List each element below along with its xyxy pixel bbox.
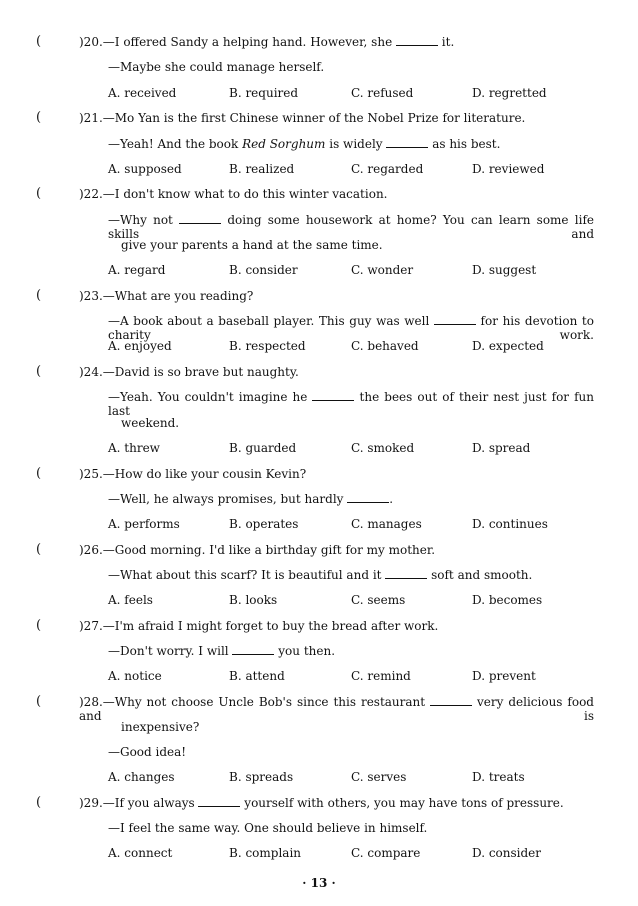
option-b: B. operates <box>229 517 299 531</box>
answer-paren: ( <box>36 288 42 303</box>
option-c: C. smoked <box>351 441 415 455</box>
option-c: C. manages <box>351 517 422 531</box>
question-stem: )27.—I'm afraid I might forget to buy the bread after work. <box>79 619 439 633</box>
option-c: C. remind <box>351 669 411 683</box>
question-stem: )21.—Mo Yan is the first Chinese winner of the Nobel Prize for literature. <box>79 111 526 125</box>
option-d: D. regretted <box>472 86 547 100</box>
dialog-line: —Yeah! And the book Red Sorghum is widely as his best. <box>108 137 501 151</box>
option-a: A. supposed <box>108 162 182 176</box>
dialog-line: —Well, he always promises, but hardly . <box>108 492 394 506</box>
option-c: C. serves <box>351 770 407 784</box>
option-a: A. feels <box>108 593 153 607</box>
answer-paren: ( <box>36 618 42 633</box>
question-stem: )22.—I don't know what to do this winter vacation. <box>79 187 388 201</box>
option-b: B. looks <box>229 593 278 607</box>
dialog-line: —Why not doing some housework at home? You can learn some life skills and <box>108 213 595 241</box>
answer-blank <box>430 695 472 706</box>
answer-blank <box>386 137 428 148</box>
book-title: Red Sorghum <box>242 137 326 151</box>
option-c: C. refused <box>351 86 414 100</box>
option-a: A. regard <box>108 263 166 277</box>
option-d: D. treats <box>472 770 525 784</box>
answer-blank <box>396 35 438 46</box>
option-a: A. notice <box>108 669 162 683</box>
option-b: B. consider <box>229 263 298 277</box>
option-c: C. behaved <box>351 339 419 353</box>
answer-blank <box>179 213 221 224</box>
option-a: A. received <box>108 86 177 100</box>
dialog-line: give your parents a hand at the same time. <box>121 238 383 252</box>
answer-paren: ( <box>36 110 42 125</box>
answer-paren: ( <box>36 364 42 379</box>
option-a: A. changes <box>108 770 175 784</box>
answer-blank <box>232 644 274 655</box>
question-stem: )20.—I offered Sandy a helping hand. However, she it. <box>79 35 455 49</box>
option-c: C. seems <box>351 593 406 607</box>
option-d: D. consider <box>472 846 542 860</box>
dialog-line: —Don't worry. I will you then. <box>108 644 336 658</box>
option-b: B. attend <box>229 669 285 683</box>
option-b: B. guarded <box>229 441 297 455</box>
dialog-line: inexpensive? <box>121 720 200 734</box>
option-d: D. continues <box>472 517 548 531</box>
question-stem: )25.—How do like your cousin Kevin? <box>79 467 307 481</box>
option-b: B. respected <box>229 339 306 353</box>
answer-paren: ( <box>36 34 42 49</box>
dialog-line: —A book about a baseball player. This guy was well for his devotion to charity work. <box>108 314 594 342</box>
dialog-line: —Good idea! <box>108 745 187 759</box>
option-b: B. spreads <box>229 770 294 784</box>
option-b: B. complain <box>229 846 302 860</box>
option-a: A. threw <box>108 441 160 455</box>
option-c: C. wonder <box>351 263 414 277</box>
option-d: D. reviewed <box>472 162 545 176</box>
dialog-line: —Yeah. You couldn't imagine he the bees out of their nest just for fun last <box>108 390 595 418</box>
option-b: B. realized <box>229 162 295 176</box>
option-a: A. performs <box>108 517 180 531</box>
option-c: C. regarded <box>351 162 424 176</box>
answer-paren: ( <box>36 186 42 201</box>
answer-paren: ( <box>36 466 42 481</box>
option-a: A. enjoyed <box>108 339 172 353</box>
option-c: C. compare <box>351 846 421 860</box>
option-d: D. suggest <box>472 263 537 277</box>
dialog-line: —I feel the same way. One should believe in himself. <box>108 821 428 835</box>
answer-blank <box>198 796 240 807</box>
question-stem: )28.—Why not choose Uncle Bob's since this restaurant very delicious food and is <box>79 695 594 723</box>
question-stem: )29.—If you always yourself with others, you may have tons of pressure. <box>79 796 564 810</box>
answer-blank <box>434 314 476 325</box>
answer-blank <box>312 390 354 401</box>
answer-paren: ( <box>36 694 42 709</box>
option-d: D. becomes <box>472 593 543 607</box>
answer-paren: ( <box>36 542 42 557</box>
question-stem: )24.—David is so brave but naughty. <box>79 365 299 379</box>
answer-blank <box>347 492 389 503</box>
option-b: B. required <box>229 86 299 100</box>
answer-blank <box>385 568 427 579</box>
dialog-line: weekend. <box>121 416 180 430</box>
option-a: A. connect <box>108 846 173 860</box>
option-d: D. spread <box>472 441 531 455</box>
question-stem: )23.—What are you reading? <box>79 289 254 303</box>
option-d: D. expected <box>472 339 544 353</box>
dialog-line: —What about this scarf? It is beautiful and it soft and smooth. <box>108 568 533 582</box>
question-stem: )26.—Good morning. I'd like a birthday gift for my mother. <box>79 543 436 557</box>
answer-paren: ( <box>36 795 42 810</box>
option-d: D. prevent <box>472 669 536 683</box>
page-number: · 13 · <box>302 876 336 890</box>
dialog-line: —Maybe she could manage herself. <box>108 60 325 74</box>
